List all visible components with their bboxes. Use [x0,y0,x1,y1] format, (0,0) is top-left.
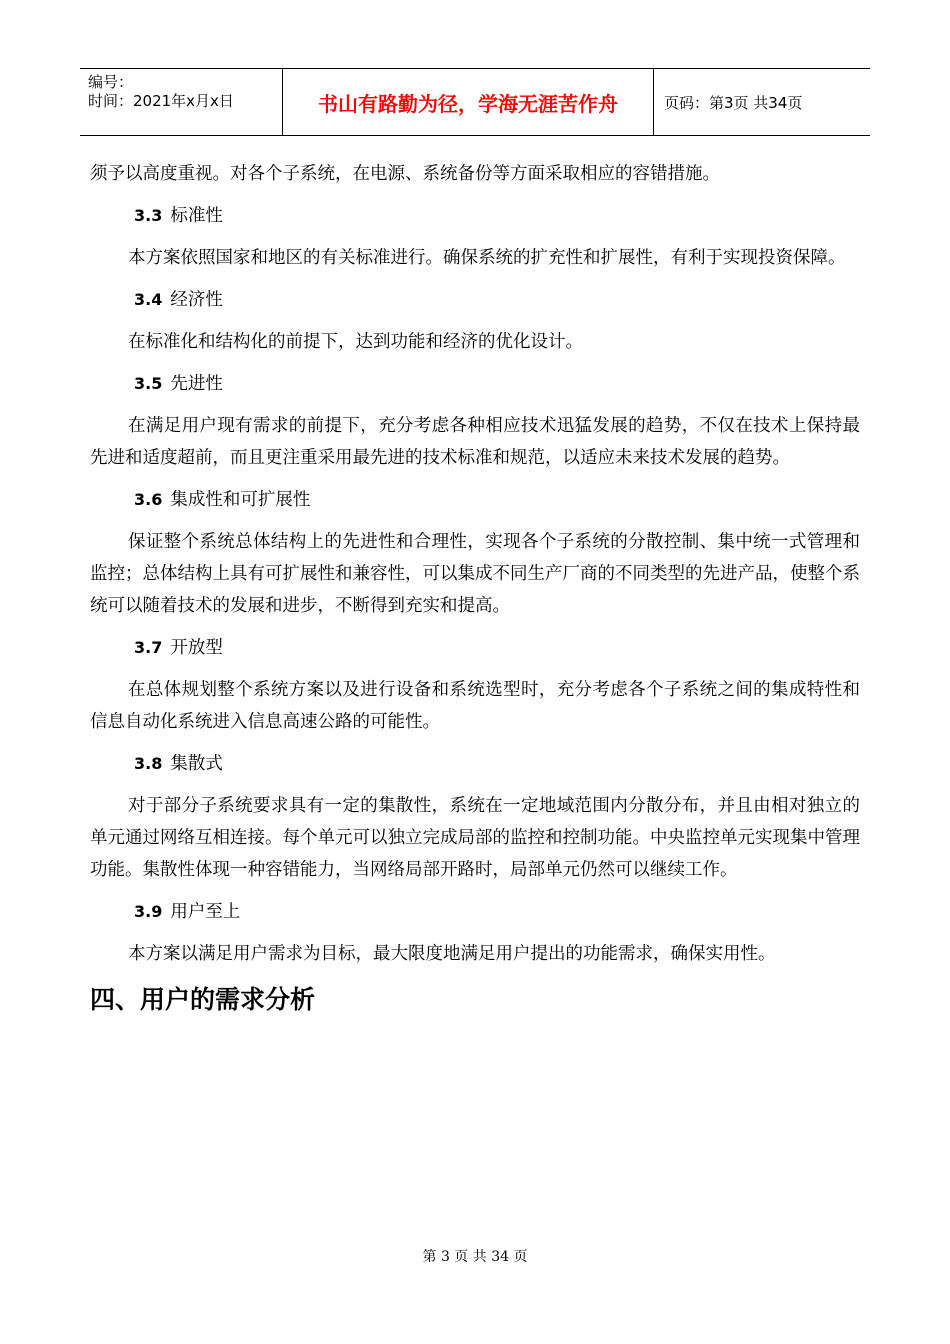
section-title: 集散式 [170,754,223,774]
serial-number-label: 编号： [88,73,134,91]
section-number: 3.5 [134,374,163,393]
page-footer: 第 3 页 共 34 页 [422,1249,528,1265]
paragraph: 对于部分子系统要求具有一定的集散性，系统在一定地域范围内分散分布，并且由相对独立的单元通过网络互相连接。每个单元可以独立完成局部的监控和控制功能。中央监控单元实现集中管理功能。集散性体现一种容错能力，当网络局部开路时，局部单元仍然可以继续工作。 [90,796,860,880]
header-meta [80,69,282,135]
date-label: 时间：2021年x月x日 [88,92,234,110]
section-number: 3.3 [134,206,163,225]
section-title: 标准性 [170,206,223,226]
section-heading-3-8 [134,748,860,780]
section-heading-3-5 [134,368,860,400]
section-title: 经济性 [170,290,223,310]
header-page-info: 页码：第3页 共34页 [664,93,803,112]
page-header [80,68,870,136]
section-title: 先进性 [170,374,223,394]
paragraph: 本方案依照国家和地区的有关标准进行。确保系统的扩充性和扩展性，有利于实现投资保障。 [128,248,846,268]
section-number: 3.7 [134,638,163,657]
section-heading-3-6 [134,484,860,516]
section-title: 集成性和可扩展性 [170,490,311,510]
chapter-heading: 四、用户的需求分析 [90,985,316,1014]
section-heading-3-3 [134,200,860,232]
paragraph: 保证整个系统总体结构上的先进性和合理性，实现各个子系统的分散控制、集中统一式管理和监控；总体结构上具有可扩展性和兼容性，可以集成不同生产厂商的不同类型的先进产品，使整个系统可以随着技术的发展和进步，不断得到充实和提高。 [90,532,860,616]
section-number: 3.9 [134,902,163,921]
section-number: 3.4 [134,290,163,309]
section-number: 3.8 [134,754,163,773]
paragraph: 本方案以满足用户需求为目标，最大限度地满足用户提出的功能需求，确保实用性。 [128,944,776,964]
paragraph: 在总体规划整个系统方案以及进行设备和系统选型时，充分考虑各个子系统之间的集成特性和信息自动化系统进入信息高速公路的可能性。 [90,680,860,732]
header-motto: 书山有路勤为径，学海无涯苦作舟 [282,69,654,135]
section-title: 开放型 [170,638,223,658]
document-body [90,158,860,1020]
section-title: 用户至上 [170,902,241,922]
section-number: 3.6 [134,490,163,509]
section-heading-3-4 [134,284,860,316]
section-heading-3-7 [134,632,860,664]
paragraph: 在标准化和结构化的前提下，达到功能和经济的优化设计。 [128,332,583,352]
section-heading-3-9 [134,896,860,928]
paragraph: 在满足用户现有需求的前提下，充分考虑各种相应技术迅猛发展的趋势，不仅在技术上保持最先进和适度超前，而且更注重采用最先进的技术标准和规范，以适应未来技术发展的趋势。 [90,416,860,468]
paragraph: 须予以高度重视。对各个子系统，在电源、系统备份等方面采取相应的容错措施。 [90,164,720,184]
